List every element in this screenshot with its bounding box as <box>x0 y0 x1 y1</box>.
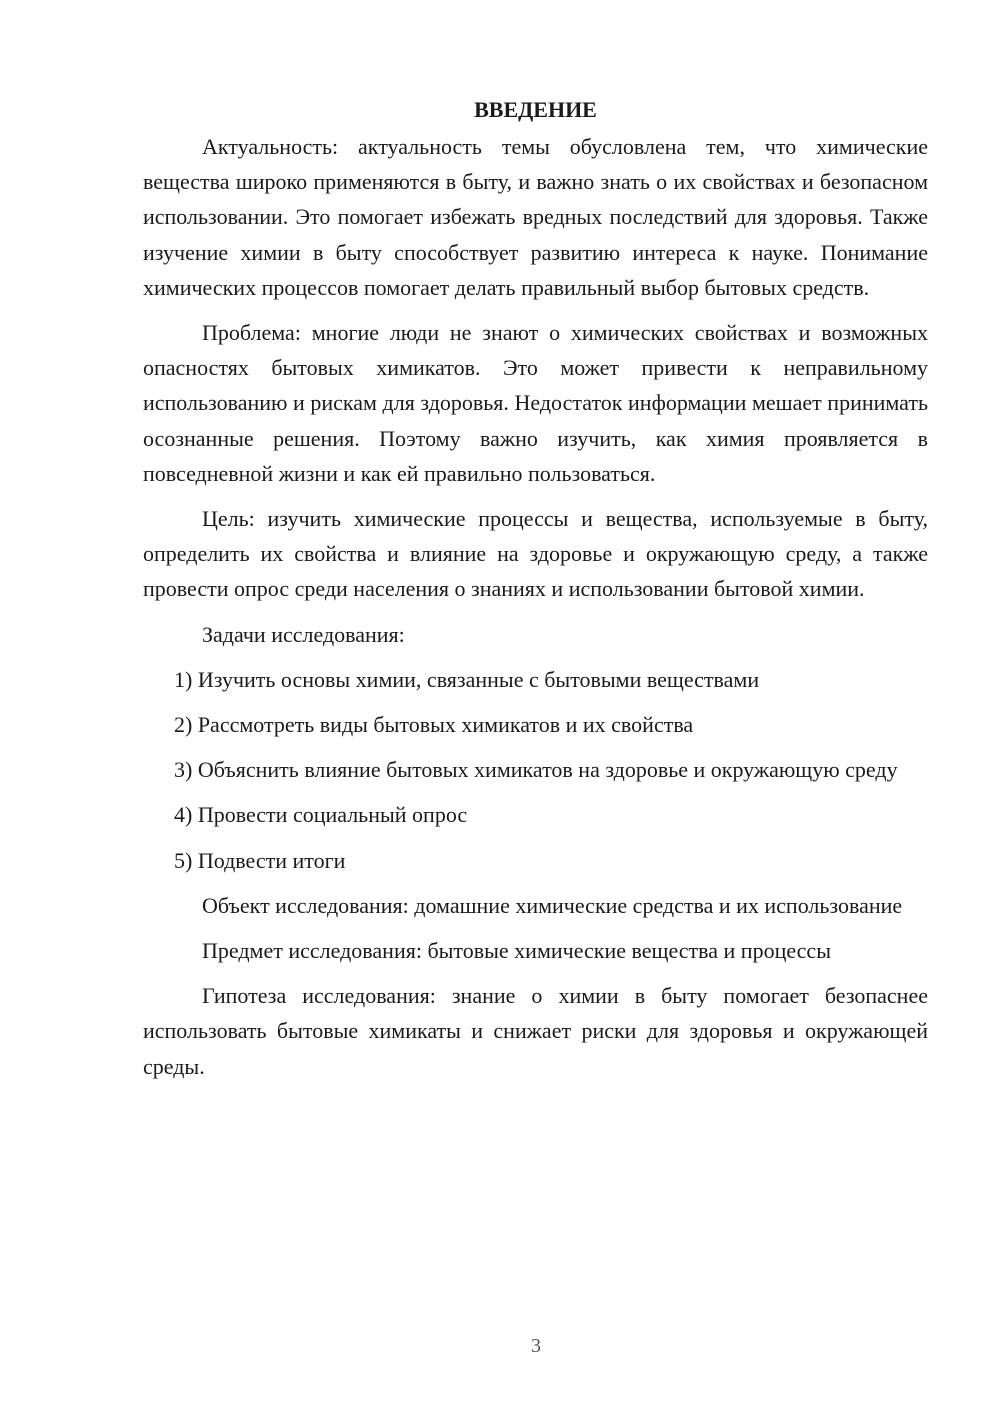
problem-paragraph: Проблема: многие люди не знают о химических свойствах и возможных опасностях бытовых химикатов. Это может привести к неправильному использованию и рискам для здоровья. Недостаток информации мешает принимать осознанные решения. Поэтому важно изучить, как химия проявляется в повседневной жизни и как ей правильно пользоваться. <box>143 320 928 486</box>
task-item-5: 5) Подвести итоги <box>174 847 346 873</box>
tasks-heading: Задачи исследования: <box>202 621 405 647</box>
task-item-1: 1) Изучить основы химии, связанные с бытовыми веществами <box>174 666 760 692</box>
section-title: ВВЕДЕНИЕ <box>474 97 597 122</box>
object-paragraph: Объект исследования: домашние химические средства и их использование <box>202 892 903 918</box>
goal-paragraph: Цель: изучить химические процессы и вещества, используемые в быту, определить их свойства и влияние на здоровье и окружающую среду, а также провести опрос среди населения о знаниях и использовании бытовой химии. <box>143 506 928 602</box>
page-number: 3 <box>531 1335 541 1357</box>
task-item-3: 3) Объяснить влияние бытовых химикатов на здоровье и окружающую среду <box>174 757 898 783</box>
hypothesis-paragraph: Гипотеза исследования: знание о химии в быту помогает безопаснее использовать бытовые химикаты и снижает риски для здоровья и окружающей среды. <box>143 983 928 1079</box>
document-page <box>143 92 928 1084</box>
task-item-4: 4) Провести социальный опрос <box>174 802 468 828</box>
relevance-paragraph: Актуальность: актуальность темы обусловлена тем, что химические вещества широко применяются в быту, и важно знать о их свойствах и безопасном использовании. Это помогает избежать вредных последствий для здоровья. Также изучение химии в быту способствует развитию интереса к науке. Понимание химических процессов помогает делать правильный выбор бытовых средств. <box>143 134 928 300</box>
subject-paragraph: Предмет исследования: бытовые химические вещества и процессы <box>202 938 831 964</box>
task-item-2: 2) Рассмотреть виды бытовых химикатов и их свойства <box>174 712 694 738</box>
